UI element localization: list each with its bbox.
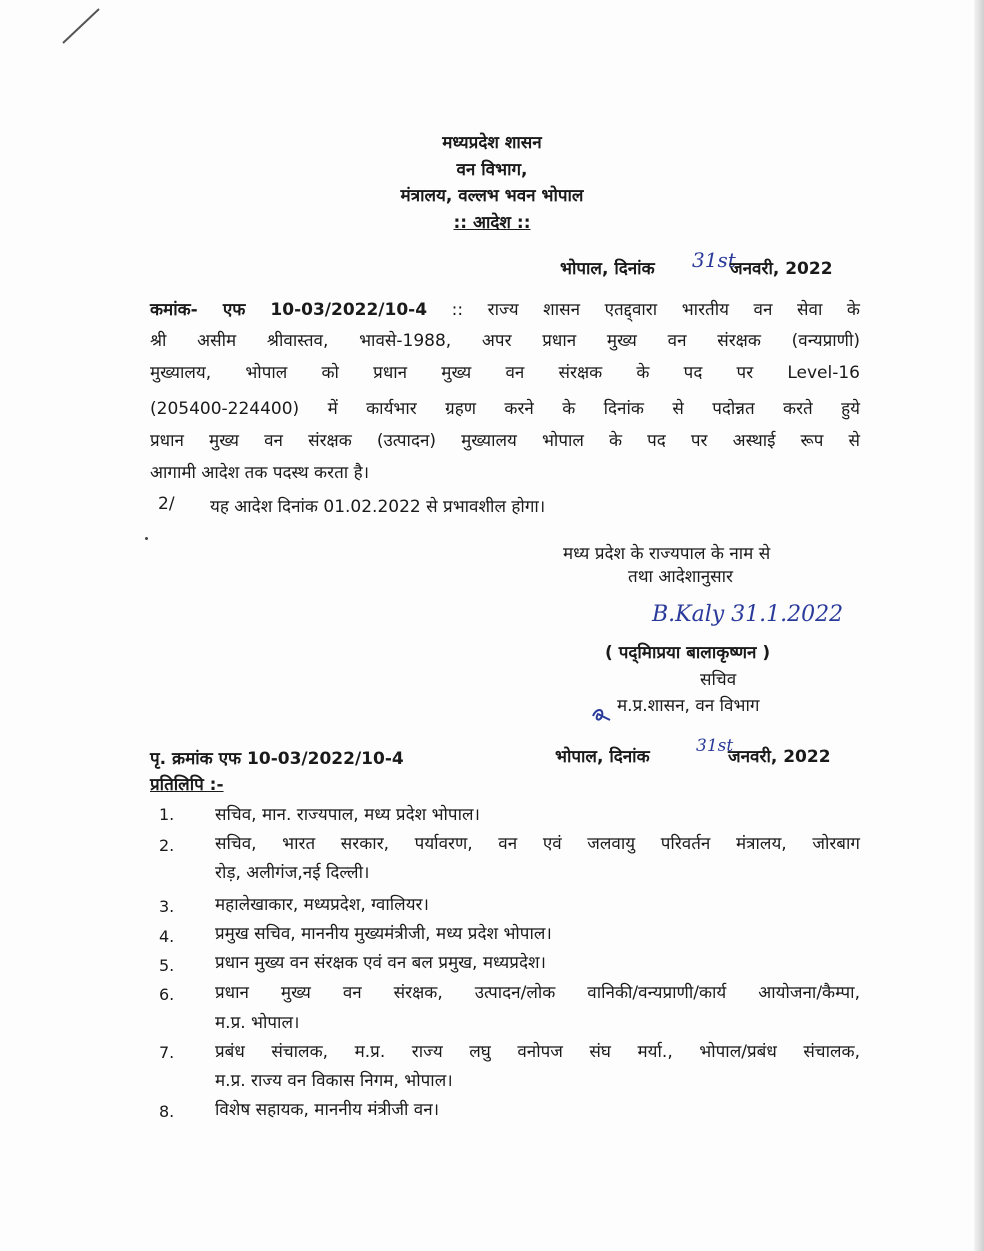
- copy-item-7-text-line-2: म.प्र. राज्य वन विकास निगम, भोपाल।: [215, 1071, 453, 1091]
- copy-item-8-number: 8.: [159, 1102, 175, 1121]
- para2-text: यह आदेश दिनांक 01.02.2022 से प्रभावशील होगा।: [210, 497, 546, 517]
- copy-item-7-number: 7.: [159, 1043, 175, 1062]
- copy-item-4-text: प्रमुख सचिव, माननीय मुख्यमंत्रीजी, मध्य प्रदेश भोपाल।: [215, 924, 552, 944]
- copy-item-6-text-line-1: प्रधान मुख्य वन संरक्षक, उत्पादन/लोक वानिकी/वन्यप्राणी/कार्य आयोजना/कैम्पा,: [215, 983, 860, 1003]
- order-line-3: मुख्यालय, भोपाल को प्रधान मुख्य वन संरक्षक के पद पर Level-16: [150, 363, 860, 383]
- copy-item-8-text: विशेष सहायक, माननीय मंत्रीजी वन।: [215, 1100, 440, 1120]
- copy-date-suffix: जनवरी, 2022: [728, 747, 831, 767]
- copy-item-6-text-line-2: म.प्र. भोपाल।: [215, 1013, 300, 1033]
- copy-item-3-number: 3.: [159, 897, 175, 916]
- copy-item-2-text-line-1: सचिव, भारत सरकार, पर्यावरण, वन एवं जलवायु परिवर्तन मंत्रालय, जोरबाग: [215, 834, 860, 854]
- signature-authority-line: मध्य प्रदेश के राज्यपाल के नाम से: [563, 544, 771, 564]
- copy-item-5-text: प्रधान मुख्य वन संरक्षक एवं वन बल प्रमुख, मध्यप्रदेश।: [215, 953, 546, 973]
- signatory-designation: सचिव: [700, 670, 737, 690]
- copy-item-3-text: महालेखाकार, मध्यप्रदेश, ग्वालियर।: [215, 895, 429, 915]
- order-line-2: श्री असीम श्रीवास्तव, भावसे-1988, अपर प्रधान मुख्य वन संरक्षक (वन्यप्राणी): [150, 331, 860, 351]
- copy-item-7-text-line-1: प्रबंध संचालक, म.प्र. राज्य लघु वनोपज संघ मर्या., भोपाल/प्रबंध संचालक,: [215, 1042, 860, 1062]
- order-line-1: [150, 297, 860, 320]
- copy-ref-number: पृ. क्रमांक एफ 10-03/2022/10-4: [150, 749, 404, 769]
- copy-item-2-number: 2.: [159, 836, 175, 855]
- para2-number: 2/: [158, 494, 175, 514]
- order-line-5: प्रधान मुख्य वन संरक्षक (उत्पादन) मुख्यालय भोपाल के पद पर अस्थाई रूप से: [150, 431, 860, 451]
- copy-item-2-text-line-2: रोड़, अलीगंज,नई दिल्ली।: [215, 863, 370, 883]
- handwritten-signature: B.Kaly 31.1.2022: [652, 602, 844, 627]
- copy-heading: प्रतिलिपि :-: [150, 775, 224, 795]
- signature-order-line: तथा आदेशानुसार: [628, 567, 734, 587]
- copy-item-4-number: 4.: [159, 927, 175, 946]
- order-line-4: (205400-224400) में कार्यभार ग्रहण करने के दिनांक से पदोन्नत करते हुये: [150, 399, 860, 419]
- copy-date-day-handwritten: 31st: [696, 736, 734, 756]
- date-prefix: भोपाल, दिनांक: [560, 259, 655, 279]
- order-ref-number: कमांक- एफ 10-03/2022/10-4: [150, 300, 428, 320]
- copy-date-prefix: भोपाल, दिनांक: [555, 747, 650, 767]
- scan-dot: [145, 537, 148, 540]
- initial-mark-icon: [590, 706, 614, 726]
- copy-item-6-number: 6.: [159, 985, 175, 1004]
- copy-item-1-text: सचिव, मान. राज्यपाल, मध्य प्रदेश भोपाल।: [215, 805, 480, 825]
- pen-stroke-mark: [55, 5, 105, 47]
- order-line-6: आगामी आदेश तक पदस्थ करता है।: [150, 463, 370, 483]
- signatory-name: ( पद्‌मािप्रया बालाकृष्णन ): [605, 643, 771, 663]
- date-day-handwritten: 31st: [692, 248, 736, 272]
- date-suffix: जनवरी, 2022: [730, 259, 833, 279]
- order-line-1-rest: :: राज्य शासन एतद्द्वारा भारतीय वन सेवा के: [451, 300, 860, 320]
- signatory-department: म.प्र.शासन, वन विभाग: [617, 696, 760, 716]
- copy-item-5-number: 5.: [159, 956, 175, 975]
- header-address: मंत्रालय, वल्लभ भवन भोपाल: [400, 186, 584, 206]
- copy-item-1-number: 1.: [159, 805, 175, 824]
- header-department: वन विभाग,: [456, 160, 528, 180]
- order-title: :: आदेश ::: [453, 213, 531, 233]
- header-government: मध्यप्रदेश शासन: [442, 133, 542, 153]
